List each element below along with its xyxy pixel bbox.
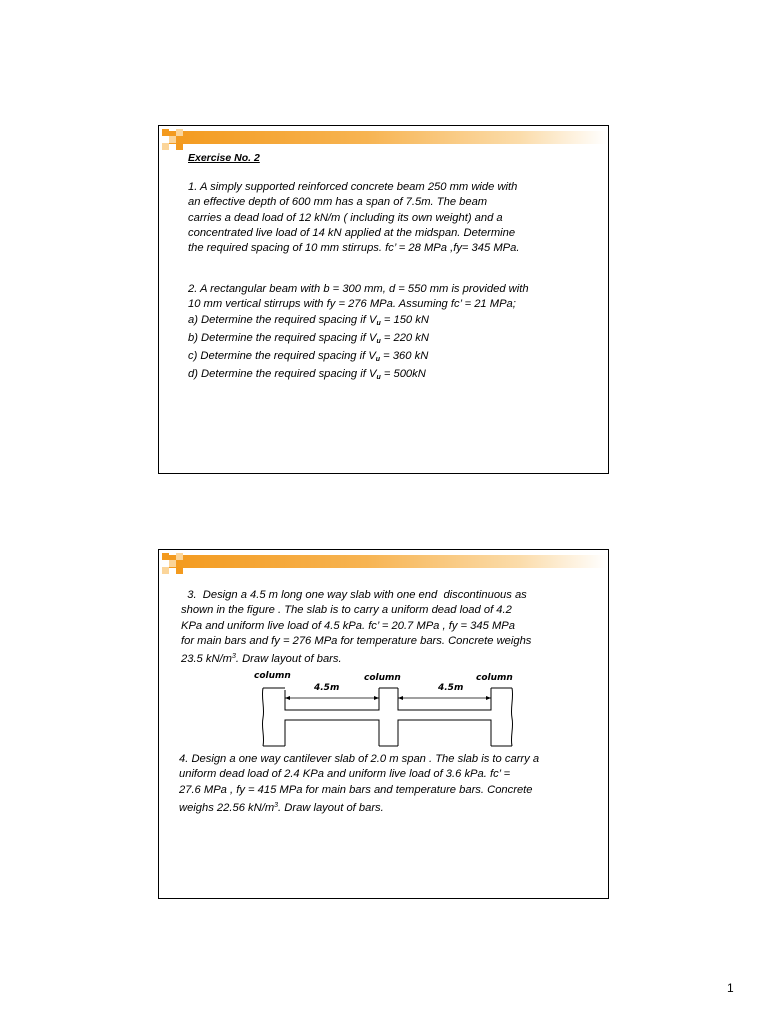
text-line: concentrated live load of 14 kN applied at the midspan. Determine bbox=[188, 226, 516, 239]
column-label-middle: column bbox=[364, 673, 401, 683]
text-line: 3. Design a 4.5 m long one way slab with one end discontinuous as bbox=[181, 589, 527, 601]
page-number: 1 bbox=[727, 981, 734, 995]
text-line: KPa and uniform live load of 4.5 kPa. fc’ = 20.7 MPa , fy = 345 MPa bbox=[181, 619, 515, 632]
text-line: the required spacing of 10 mm stirrups. fc’ = 28 MPa ,fy= 345 MPa. bbox=[188, 242, 520, 255]
text-line: 27.6 MPa , fy = 415 MPa for main bars and temperature bars. Concrete bbox=[179, 783, 533, 796]
slab-and-columns-outline bbox=[262, 688, 512, 746]
text-line: weighs 22.56 $kN/m^3$. Draw layout of bars. bbox=[179, 801, 384, 814]
text-line: 23.5 $kN/m^3$. Draw layout of bars. bbox=[181, 653, 342, 666]
header-deco-square bbox=[176, 553, 183, 560]
problem-2-item-b: b) Determine the required spacing if $V_u = 220$ kN bbox=[188, 331, 429, 345]
header-deco-square bbox=[162, 567, 169, 574]
dimension-arrow bbox=[374, 696, 379, 700]
span-label-1: 4.5m bbox=[314, 683, 340, 693]
problem-1-text bbox=[188, 180, 576, 256]
exercise-heading: Exercise No. 2 bbox=[188, 152, 260, 164]
slide-1 bbox=[158, 125, 609, 474]
dimension-arrow bbox=[398, 696, 403, 700]
text-line: for main bars and fy = 276 MPa for temperature bars. Concrete weighs bbox=[181, 634, 532, 647]
header-deco-square bbox=[169, 560, 176, 567]
slab-figure bbox=[254, 668, 524, 750]
dimension-arrow bbox=[285, 696, 290, 700]
problem-2-item-a: a) Determine the required spacing if $V_u = 150$ kN bbox=[188, 313, 429, 327]
column-label-right: column bbox=[476, 673, 513, 683]
text-line: an effective depth of 600 mm has a span of 7.5m. The beam bbox=[188, 196, 488, 209]
span-label-2: 4.5m bbox=[438, 683, 464, 693]
dimension-arrow bbox=[486, 696, 491, 700]
problem-4-text bbox=[179, 752, 593, 816]
text-line: 4. Design a one way cantilever slab of 2.0 m span . The slab is to carry a bbox=[179, 753, 540, 765]
text-line: carries a dead load of 12 kN/m ( including its own weight) and a bbox=[188, 211, 503, 224]
text-line: 1. A simply supported reinforced concrete beam 250 mm wide with bbox=[188, 181, 518, 193]
text-line: 2. A rectangular beam with b = 300 mm, d = 550 mm is provided with bbox=[188, 283, 529, 295]
problem-2-item-c: c) Determine the required spacing if $V_u = 360$ kN bbox=[188, 350, 429, 364]
header-deco-square bbox=[169, 136, 176, 143]
column-label-left: column bbox=[254, 671, 291, 681]
text-line: shown in the figure . The slab is to carry a uniform dead load of 4.2 bbox=[181, 604, 512, 617]
header-deco-square bbox=[162, 143, 169, 150]
text-line: 10 mm vertical stirrups with fy = 276 MPa. Assuming fc’ = 21 MPa; bbox=[188, 298, 516, 311]
header-deco-square bbox=[176, 567, 183, 574]
header-deco-square bbox=[176, 129, 183, 136]
problem-3-text bbox=[181, 588, 591, 667]
header-deco-square bbox=[162, 553, 169, 560]
slide-header-bar bbox=[169, 131, 607, 144]
header-deco-square bbox=[176, 143, 183, 150]
problem-2-text bbox=[188, 282, 576, 386]
text-line: uniform dead load of 2.4 KPa and uniform live load of 3.6 kPa. fc’ = bbox=[179, 768, 511, 781]
problem-2-item-d: d) Determine the required spacing if $V_u = 500kN$ bbox=[188, 368, 426, 382]
slide-2 bbox=[158, 549, 609, 899]
header-deco-square bbox=[162, 129, 169, 136]
slide-header-bar bbox=[169, 555, 607, 568]
